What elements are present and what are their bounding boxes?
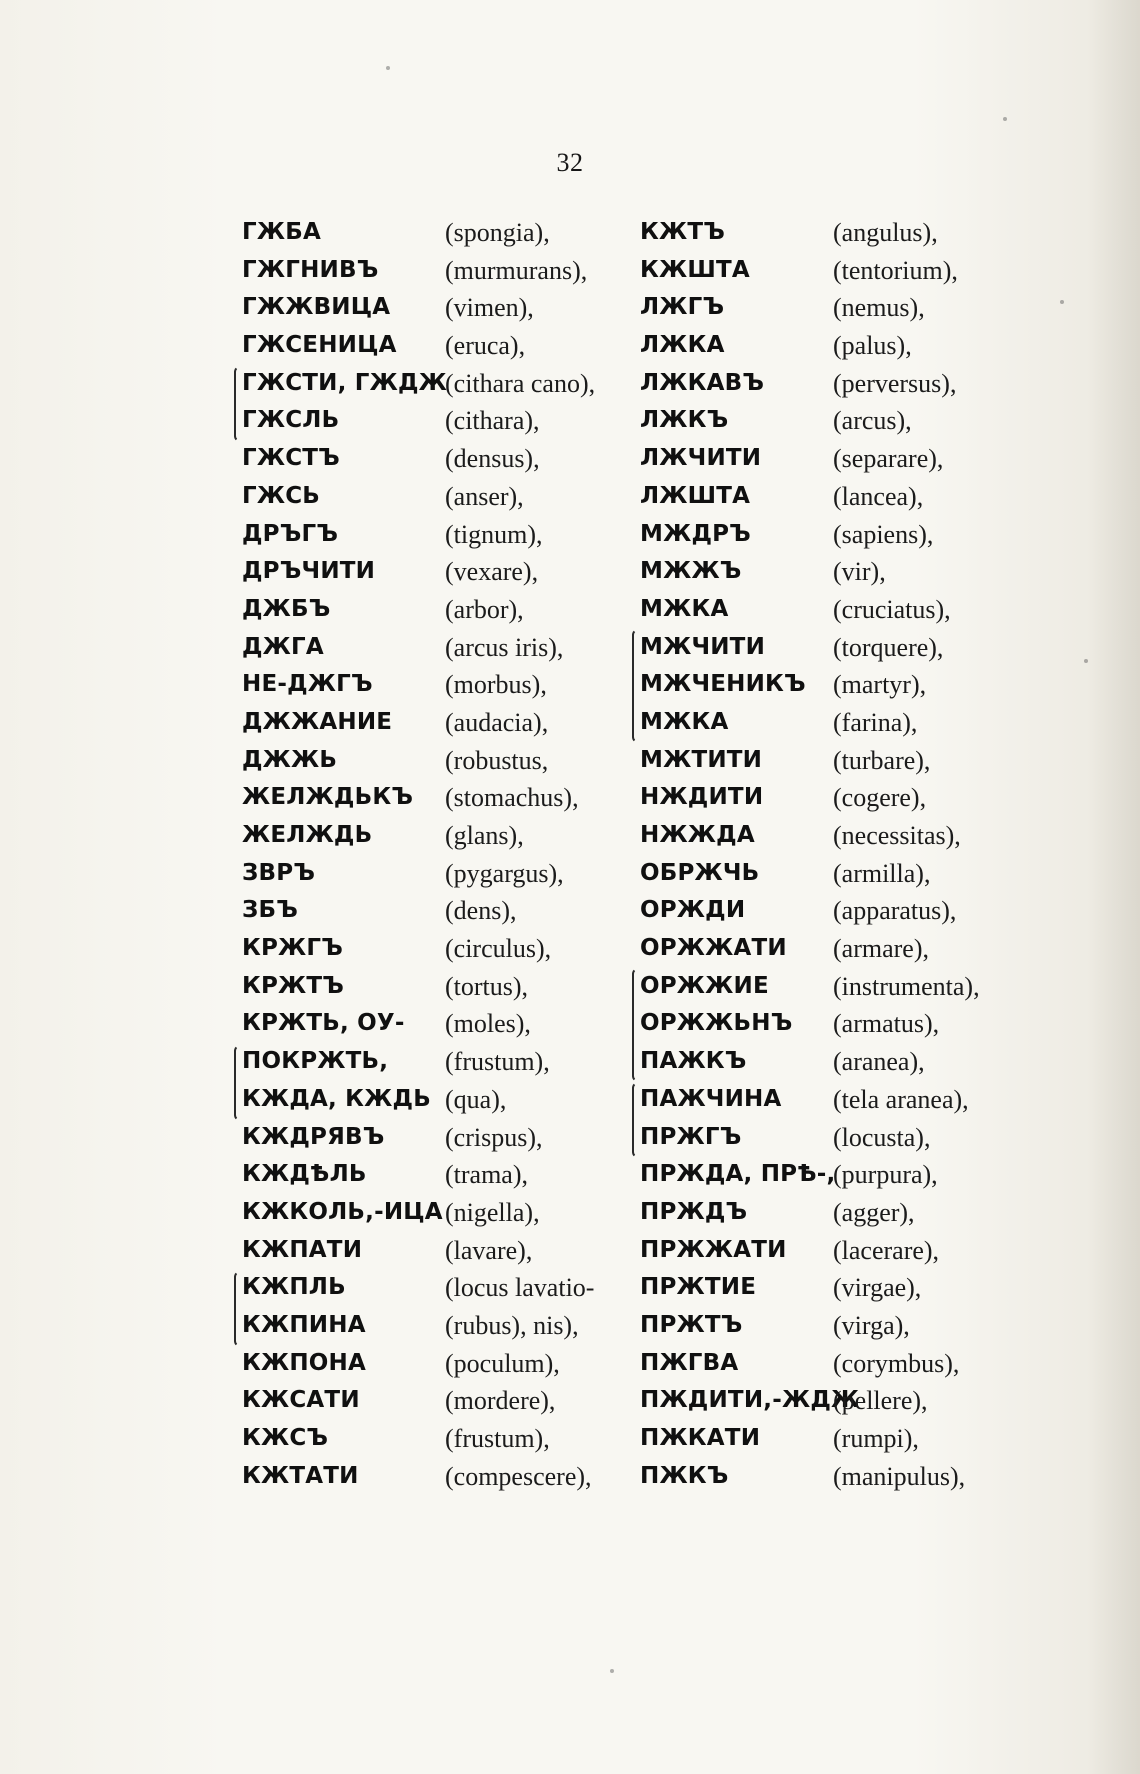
left-brace-gusti	[234, 366, 244, 442]
latin-gloss: (angulus),	[833, 218, 938, 247]
latin-gloss: (agger),	[833, 1197, 915, 1227]
latin-gloss: (cithara),	[445, 406, 540, 436]
headword: ГЖГНИВЪ	[242, 256, 379, 283]
latin-gloss: (separare),	[833, 444, 944, 474]
latin-gloss: (rubus), nis),	[445, 1310, 579, 1340]
headword: КЖДРЯВЪ	[242, 1123, 385, 1150]
headword: ДЖЖЬ	[242, 746, 338, 773]
headword: ДЖЖАНИЕ	[242, 708, 393, 735]
latin-gloss: (purpura),	[833, 1160, 938, 1190]
headword: ПРЖДА, ПРѢ-,	[640, 1161, 836, 1188]
headword: ЛЖГЪ	[640, 294, 725, 321]
headword: КЖСЪ	[242, 1425, 329, 1451]
headword: ГЖСЛЬ	[242, 407, 340, 434]
left-brace-kupati	[234, 1271, 244, 1347]
headword: ЖЕЛЖДЬКЪ	[242, 784, 414, 811]
headword: ОРЖЖЬНЪ	[640, 1010, 793, 1037]
headword: ПРЖДЪ	[640, 1198, 748, 1225]
latin-gloss: (sapiens),	[833, 519, 934, 549]
entry-row	[640, 1382, 1110, 1420]
latin-gloss: (palus),	[833, 331, 912, 361]
headword: ЛЖЧИТИ	[640, 445, 762, 472]
latin-gloss: (rumpi),	[833, 1424, 919, 1453]
latin-gloss: (necessitas),	[833, 821, 961, 850]
latin-gloss: (tortus),	[445, 971, 529, 1001]
latin-gloss: (glans),	[445, 821, 524, 850]
latin-gloss: (vir),	[833, 557, 886, 587]
headword: ЛЖКЪ	[640, 407, 729, 434]
headword: КЖКОЛЬ,-ИЦА	[242, 1198, 443, 1225]
entry-row	[640, 1156, 1110, 1194]
entry-row	[640, 892, 1110, 930]
headword: ГЖСТЪ	[242, 445, 340, 472]
latin-gloss: (nigella),	[445, 1197, 540, 1227]
latin-gloss: (apparatus),	[833, 896, 957, 926]
latin-gloss: (robustus,	[445, 745, 549, 775]
right-brace-pauk	[632, 1082, 642, 1158]
headword: ЛЖШТА	[640, 482, 751, 509]
latin-gloss: (farina),	[833, 707, 918, 737]
latin-gloss: (compescere),	[445, 1461, 592, 1491]
headword: МЖДРЪ	[640, 520, 751, 547]
latin-gloss: (densus),	[445, 444, 540, 474]
paper-speck	[1060, 300, 1064, 304]
headword: ПАЖЧИНА	[640, 1085, 782, 1112]
headword: ПЖКЪ	[640, 1462, 729, 1489]
latin-gloss: (pellere),	[833, 1386, 928, 1416]
headword: ДРЪГЪ	[242, 520, 339, 547]
headword: КЖДѢЛЬ	[242, 1161, 367, 1188]
headword: ДЖБЪ	[242, 595, 331, 622]
headword: НЖДИТИ	[640, 784, 764, 811]
headword: КЖСАТИ	[242, 1387, 360, 1414]
headword: ЗБЪ	[242, 897, 299, 924]
latin-gloss: (pygargus),	[445, 858, 564, 888]
headword: ПАЖКЪ	[640, 1048, 747, 1075]
headword: ПЖГВА	[640, 1349, 739, 1376]
latin-gloss: (turbare),	[833, 745, 931, 775]
headword: ЛЖКА	[640, 332, 725, 359]
latin-gloss: (lacerare),	[833, 1235, 940, 1265]
latin-gloss: (torquere),	[833, 632, 944, 662]
headword: НЕ-ДЖГЪ	[242, 671, 373, 698]
entry-row	[640, 817, 1110, 855]
page-number: 32	[556, 148, 584, 177]
latin-gloss: (frustum),	[445, 1047, 550, 1077]
headword: КЖШТА	[640, 256, 750, 283]
latin-gloss: (manipulus),	[833, 1461, 966, 1491]
paper-speck	[610, 1669, 614, 1673]
entry-row	[640, 1119, 1110, 1157]
headword: ОБРЖЧЬ	[640, 859, 760, 886]
headword: ГЖСЬ	[242, 482, 321, 509]
headword: НЖЖДА	[640, 822, 755, 848]
headword: МЖЧИТИ	[640, 633, 766, 660]
entry-row	[640, 1005, 1110, 1043]
entry-row	[640, 779, 1110, 817]
headword: КРЖТЪ	[242, 972, 345, 999]
headword: МЖКА	[640, 595, 729, 622]
paper-speck	[1084, 659, 1088, 663]
headword: КЖПИНА	[242, 1311, 366, 1338]
headword: МЖТИТИ	[640, 746, 763, 773]
headword: МЖКА	[640, 708, 729, 735]
latin-gloss: (arcus iris),	[445, 632, 564, 662]
headword: ЖЕЛЖДЬ	[242, 822, 373, 848]
entry-row	[640, 1458, 1110, 1496]
entry-row	[640, 327, 1110, 365]
latin-gloss: (virgae),	[833, 1273, 922, 1303]
headword: ПОКРЖТЬ,	[242, 1048, 389, 1075]
entry-row	[640, 1345, 1110, 1383]
headword: ДРЪЧИТИ	[242, 558, 376, 585]
entry-row	[640, 365, 1110, 403]
latin-gloss: (vexare),	[445, 557, 539, 587]
latin-gloss: (tela aranea),	[833, 1084, 969, 1114]
latin-gloss: (locusta),	[833, 1122, 931, 1152]
latin-gloss: (qua),	[445, 1084, 507, 1114]
headword: ЛЖКАВЪ	[640, 369, 765, 396]
headword: КЖТЪ	[640, 219, 726, 245]
headword: ГЖСТИ, ГЖДЖ	[242, 369, 448, 396]
headword: ПРЖТИЕ	[640, 1274, 757, 1301]
latin-gloss: (aranea),	[833, 1047, 925, 1077]
latin-gloss: (morbus),	[445, 670, 547, 700]
latin-gloss: (murmurans),	[445, 255, 588, 285]
latin-gloss: (cithara cano),	[445, 368, 596, 398]
entry-row	[640, 591, 1110, 629]
headword: КЖТАТИ	[242, 1462, 359, 1489]
headword: КЖПЛЬ	[242, 1274, 346, 1301]
entry-row	[640, 742, 1110, 780]
latin-gloss: (eruca),	[445, 331, 526, 361]
latin-gloss: (crispus),	[445, 1122, 543, 1152]
entry-row	[640, 252, 1110, 290]
latin-gloss: (circulus),	[445, 934, 552, 964]
headword: КЖДА, КЖДЬ	[242, 1085, 431, 1112]
latin-gloss: (armatus),	[833, 1009, 940, 1039]
entry-row	[640, 214, 1110, 252]
headword: КРЖТЬ, ОУ-	[242, 1010, 405, 1037]
entry-row	[640, 553, 1110, 591]
latin-gloss: (perversus),	[833, 368, 957, 398]
headword: ПЖДИТИ,-ЖДЖ	[640, 1387, 860, 1414]
right-column	[640, 214, 1110, 1495]
entry-row	[640, 930, 1110, 968]
headword: ЗВРЪ	[242, 859, 316, 886]
latin-gloss: (virga),	[833, 1310, 910, 1340]
headword: КЖПАТИ	[242, 1236, 363, 1263]
entry-row	[640, 516, 1110, 554]
entry-row	[640, 478, 1110, 516]
latin-gloss: (vimen),	[445, 293, 534, 323]
headword: ОРЖЖИЕ	[640, 972, 769, 999]
entry-row	[640, 666, 1110, 704]
entry-row	[640, 1269, 1110, 1307]
latin-gloss: (corymbus),	[833, 1348, 960, 1378]
latin-gloss: (cogere),	[833, 783, 927, 813]
headword: ОРЖДИ	[640, 897, 746, 924]
entry-row	[640, 289, 1110, 327]
entry-row	[640, 968, 1110, 1006]
latin-gloss: (tentorium),	[833, 255, 958, 285]
entry-row	[640, 1307, 1110, 1345]
latin-gloss: (stomachus),	[445, 783, 579, 813]
latin-gloss: (poculum),	[445, 1348, 560, 1378]
entry-row	[640, 1043, 1110, 1081]
left-brace-krut	[234, 1045, 244, 1121]
latin-gloss: (tignum),	[445, 519, 543, 549]
latin-gloss: (instrumenta),	[833, 971, 980, 1001]
latin-gloss: (armilla),	[833, 858, 931, 888]
entry-row	[640, 629, 1110, 667]
headword: КРЖГЪ	[242, 935, 344, 962]
headword: ПРЖГЪ	[640, 1123, 742, 1150]
paper-speck	[1003, 117, 1007, 121]
right-brace-muka	[632, 629, 642, 743]
headword: МЖЖЪ	[640, 558, 742, 585]
latin-gloss: (dens),	[445, 896, 517, 926]
headword: ГЖБА	[242, 219, 321, 245]
entry-row	[640, 704, 1110, 742]
entry-row	[640, 1194, 1110, 1232]
entry-row	[640, 1232, 1110, 1270]
latin-gloss: (armare),	[833, 934, 929, 964]
headword: ГЖЖВИЦА	[242, 294, 391, 321]
page-edge-shadow	[1088, 0, 1140, 1774]
latin-gloss: (locus lavatio-	[445, 1273, 595, 1303]
latin-gloss: (frustum),	[445, 1424, 550, 1453]
latin-gloss: (audacia),	[445, 707, 549, 737]
headword: ПРЖТЪ	[640, 1311, 743, 1338]
latin-gloss: (arbor),	[445, 594, 524, 624]
entry-row	[640, 402, 1110, 440]
latin-gloss: (cruciatus),	[833, 594, 951, 624]
latin-gloss: (mordere),	[445, 1386, 556, 1416]
entry-row	[640, 440, 1110, 478]
entry-row	[640, 855, 1110, 893]
latin-gloss: (trama),	[445, 1160, 529, 1190]
latin-gloss: (nemus),	[833, 293, 925, 323]
latin-gloss: (spongia),	[445, 218, 550, 247]
headword: ОРЖЖАТИ	[640, 935, 787, 962]
paper-speck	[386, 66, 390, 70]
headword: ПРЖЖАТИ	[640, 1236, 787, 1263]
latin-gloss: (martyr),	[833, 670, 927, 700]
headword: МЖЧЕНИКЪ	[640, 671, 806, 698]
latin-gloss: (moles),	[445, 1009, 531, 1039]
latin-gloss: (lavare),	[445, 1235, 533, 1265]
headword: ПЖКАТИ	[640, 1425, 761, 1451]
latin-gloss: (lancea),	[833, 481, 924, 511]
right-brace-oruzhie	[632, 968, 642, 1082]
headword: ДЖГА	[242, 633, 324, 660]
latin-gloss: (arcus),	[833, 406, 912, 436]
headword: КЖПОНА	[242, 1349, 367, 1376]
entry-row	[640, 1420, 1110, 1458]
latin-gloss: (anser),	[445, 481, 524, 511]
headword: ГЖСЕНИЦА	[242, 332, 397, 359]
entry-row	[640, 1081, 1110, 1119]
